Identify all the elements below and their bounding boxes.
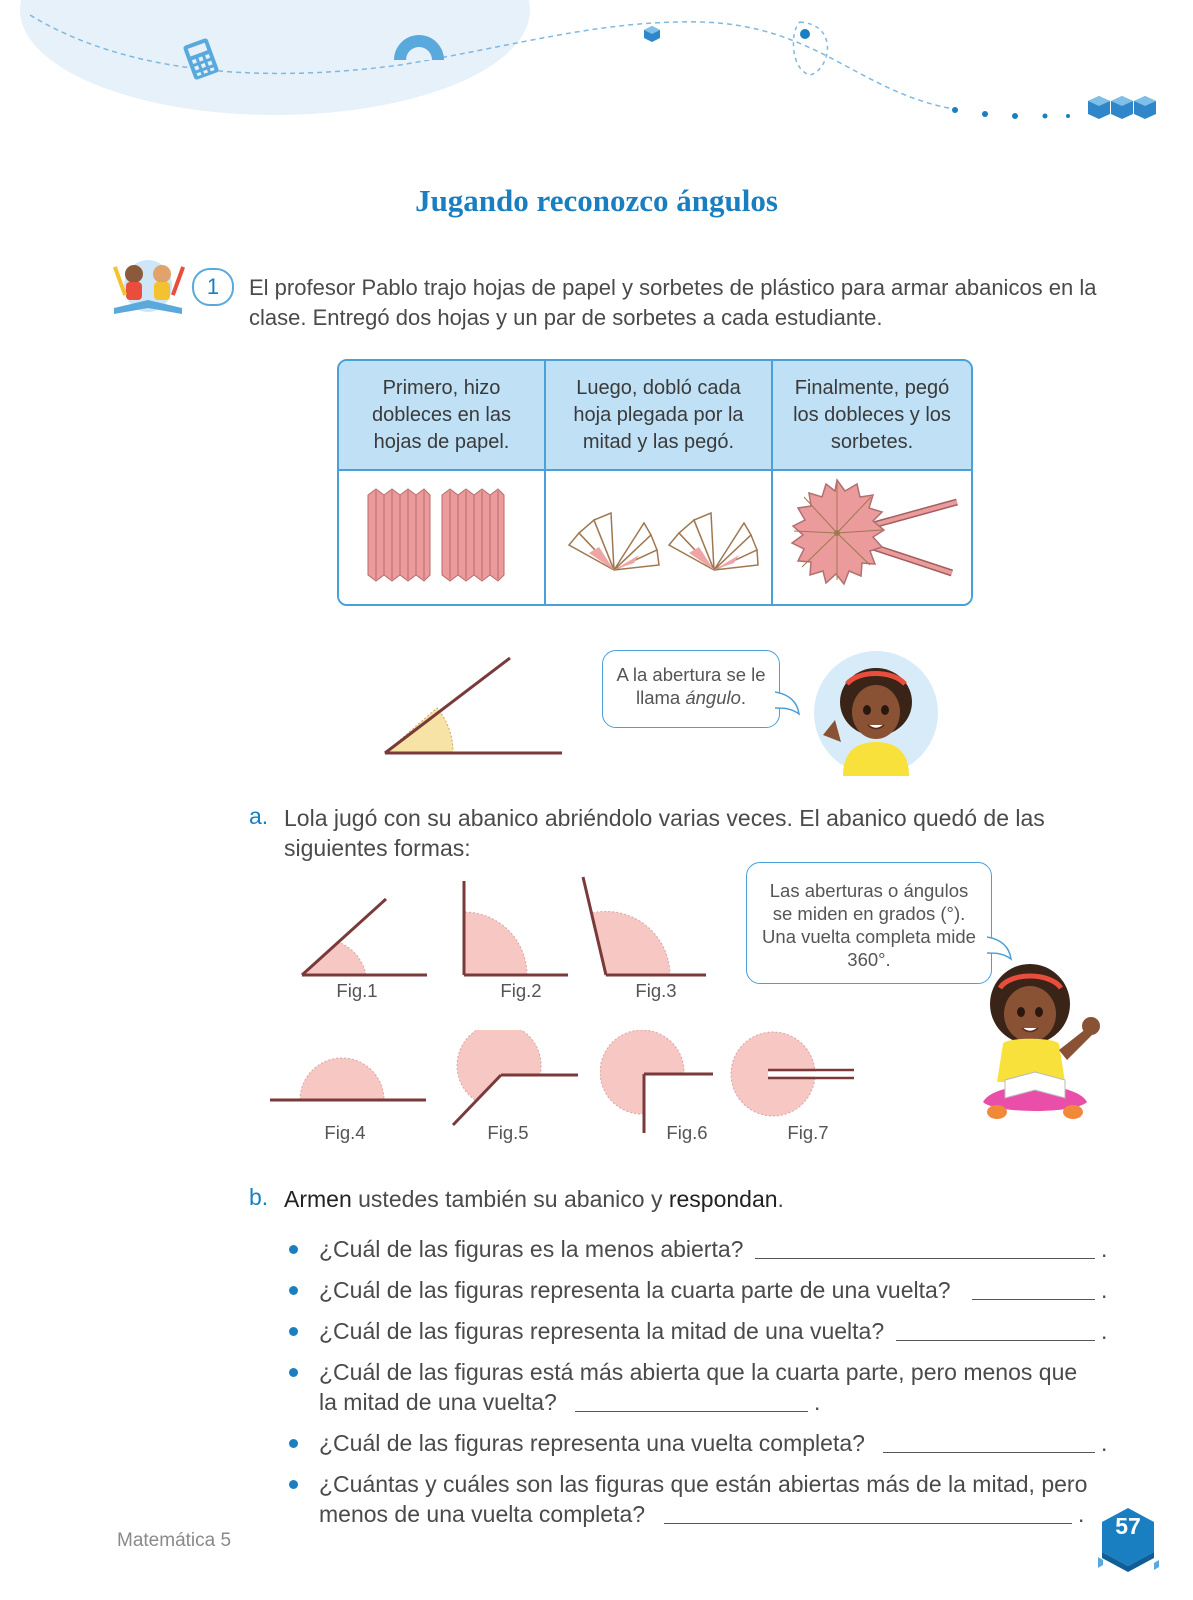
bullet xyxy=(289,1480,298,1489)
question-4-line1: ¿Cuál de las figuras está más abierta que la cuarta parte, pero menos que xyxy=(319,1359,1078,1385)
part-b-letter: b. xyxy=(249,1184,269,1210)
figure-4 xyxy=(268,1030,428,1110)
figure-5-label: Fig.5 xyxy=(487,1122,529,1143)
figure-3-label: Fig.3 xyxy=(635,980,677,1001)
figure-1 xyxy=(300,880,430,980)
part-a-letter: a. xyxy=(249,803,269,829)
girl-avatar xyxy=(813,650,939,776)
bullet xyxy=(289,1327,298,1336)
bubble-text-part3: . xyxy=(740,687,747,708)
bullet xyxy=(289,1286,298,1295)
part-b-text xyxy=(284,1184,1084,1214)
question-1: ¿Cuál de las figuras es la menos abierta? xyxy=(319,1236,744,1262)
activity-number: 1 xyxy=(192,268,234,306)
cubes-icon xyxy=(1087,94,1159,124)
step-image-folded-papers xyxy=(339,471,546,604)
page-number: 57 xyxy=(1115,1513,1141,1539)
question-4-line2: la mitad de una vuelta? xyxy=(319,1389,557,1415)
folded-papers-illustration xyxy=(362,485,522,585)
question-6-line2: menos de una vuelta completa? xyxy=(319,1501,646,1527)
figure-5 xyxy=(450,1030,580,1130)
question-5-end: . xyxy=(1101,1430,1108,1456)
part-b-bold-1: Armen xyxy=(284,1186,352,1212)
activity-intro: El profesor Pablo trajo hojas de papel y sorbetes de plástico para armar abanicos en la clase. Entregó dos hojas y un par de sorbetes a cada estudiante. xyxy=(249,275,1097,330)
step-image-finished-fan xyxy=(773,471,971,604)
footer-book-title: Matemática 5 xyxy=(117,1530,232,1551)
figure-2-label: Fig.2 xyxy=(500,980,542,1001)
figure-6 xyxy=(600,1030,715,1135)
question-2-end: . xyxy=(1101,1277,1108,1303)
figure-7-label: Fig.7 xyxy=(787,1122,829,1143)
figure-3 xyxy=(578,875,708,980)
part-b-mid: ustedes también su abanico y xyxy=(351,1186,669,1212)
answer-line-6[interactable] xyxy=(664,1523,1072,1524)
page-title: Jugando reconozco ángulos xyxy=(415,183,778,218)
half-fans-illustration xyxy=(559,485,759,585)
bubble-text-angle-word: ángulo xyxy=(685,687,741,708)
cube-icon xyxy=(642,24,662,44)
part-b-bold-2: respondan xyxy=(668,1186,778,1212)
step-header-2: Luego, dobló cada hoja plegada por la mitad y las pegó. xyxy=(546,361,773,471)
answer-line-2[interactable] xyxy=(972,1299,1095,1300)
figure-2 xyxy=(460,880,570,980)
step-image-half-fans xyxy=(546,471,773,604)
protractor-icon xyxy=(388,20,450,66)
question-3: ¿Cuál de las figuras representa la mitad de una vuelta? xyxy=(319,1318,885,1344)
bubble-degrees-text: Las aberturas o ángulos se miden en grados (°). Una vuelta completa mide 360°. xyxy=(762,880,976,970)
figure-6-label: Fig.6 xyxy=(666,1122,708,1143)
kids-reading-icon xyxy=(106,256,190,318)
question-1-end: . xyxy=(1101,1236,1108,1262)
question-6-line1: ¿Cuántas y cuáles son las figuras que están abiertas más de la mitad, pero xyxy=(319,1471,1088,1497)
finished-fan-illustration xyxy=(782,475,962,595)
girl-reading-illustration xyxy=(975,962,1115,1132)
step-header-1: Primero, hizo dobleces en las hojas de papel. xyxy=(339,361,546,471)
figure-4-label: Fig.4 xyxy=(324,1122,366,1143)
angle-illustration xyxy=(380,650,570,760)
question-4-end: . xyxy=(814,1389,821,1415)
answer-line-4[interactable] xyxy=(575,1411,808,1412)
question-6-end: . xyxy=(1078,1501,1085,1527)
question-3-end: . xyxy=(1101,1318,1108,1344)
steps-table xyxy=(337,359,973,606)
speech-bubble-degrees xyxy=(746,862,992,984)
figure-7 xyxy=(728,1030,858,1120)
question-5: ¿Cuál de las figuras representa una vuelta completa? xyxy=(319,1430,865,1456)
answer-line-5[interactable] xyxy=(883,1452,1095,1453)
speech-bubble-angle xyxy=(602,650,780,728)
question-2: ¿Cuál de las figuras representa la cuarta parte de una vuelta? xyxy=(319,1277,951,1303)
bubble-text-part1: A la abertura se le llama xyxy=(616,664,766,708)
calculator-icon xyxy=(178,36,224,82)
answer-line-3[interactable] xyxy=(896,1340,1095,1341)
bullet xyxy=(289,1245,298,1254)
bullet xyxy=(289,1439,298,1448)
bubble-tail-2 xyxy=(987,935,1015,965)
figure-1-label: Fig.1 xyxy=(336,980,378,1001)
part-a-text: Lola jugó con su abanico abriéndolo varias veces. El abanico quedó de las siguientes formas: xyxy=(284,805,1045,861)
bullet xyxy=(289,1368,298,1377)
bubble-tail xyxy=(775,690,803,720)
step-header-3: Finalmente, pegó los dobleces y los sorbetes. xyxy=(773,361,971,471)
part-b-end: . xyxy=(777,1186,784,1212)
answer-line-1[interactable] xyxy=(755,1258,1095,1259)
